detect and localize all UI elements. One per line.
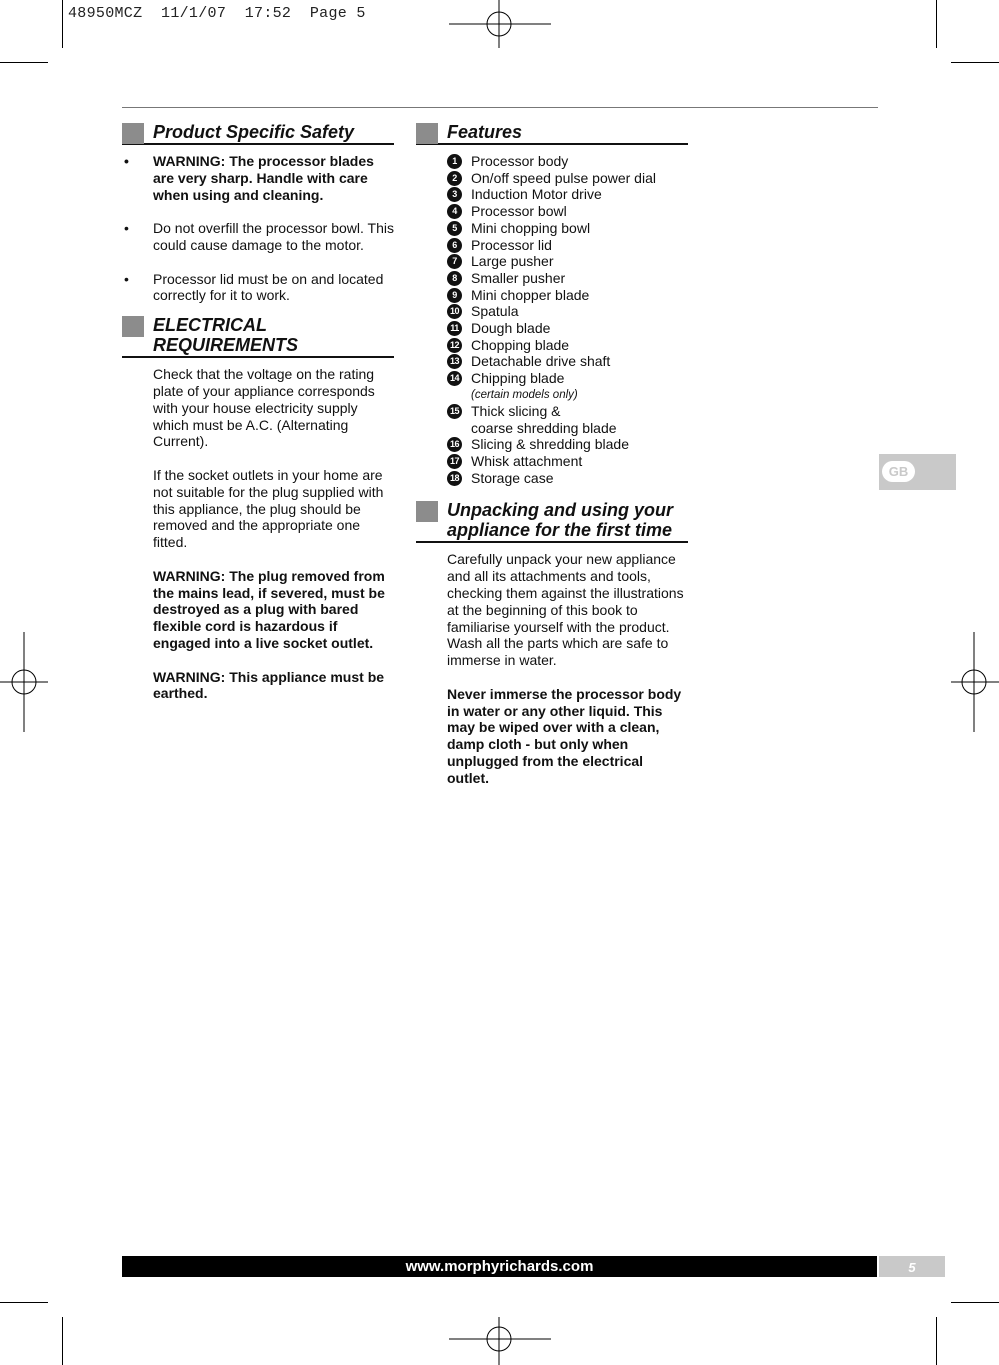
number-badge: 9 (447, 288, 462, 303)
number-badge: 7 (447, 254, 462, 269)
crop-mark (936, 1317, 937, 1365)
registration-mark-left (0, 632, 48, 732)
crop-mark (951, 1302, 999, 1303)
feature-label: Thick slicing & (471, 402, 561, 419)
number-badge: 2 (447, 171, 462, 186)
page-number: 5 (879, 1256, 945, 1277)
feature-label: Smaller pusher (471, 269, 566, 286)
list-item (416, 220, 688, 237)
features-list (416, 153, 688, 486)
feature-label-continued: coarse shredding blade (471, 419, 617, 436)
feature-label: Spatula (471, 303, 519, 320)
electrical-warning: WARNING: This appliance must be earthed. (153, 668, 385, 702)
unpacking-warning: Never immerse the processor body in water or any other liquid. This may be wiped over with a clean, damp cloth - but only when unplugged from the electrical outlet. (447, 685, 682, 786)
list-item (416, 153, 688, 170)
list-item (122, 220, 394, 254)
crop-mark (0, 1302, 48, 1303)
bullet-icon: • (124, 153, 129, 169)
feature-label: Induction Motor drive (471, 186, 602, 203)
left-column (122, 122, 394, 719)
feature-label: Mini chopper blade (471, 286, 590, 303)
safety-item: Processor lid must be on and located correctly for it to work. (153, 270, 384, 304)
list-item (416, 470, 688, 487)
heading-square-icon (122, 123, 144, 144)
list-item (416, 337, 688, 354)
safety-heading (122, 122, 394, 145)
unpacking-title: Unpacking and using your appliance for the first time (447, 500, 674, 541)
safety-list (122, 153, 394, 304)
list-item (416, 170, 688, 187)
unpacking-heading (416, 500, 688, 543)
list-item (416, 270, 688, 287)
list-item (416, 303, 688, 320)
number-badge: 5 (447, 221, 462, 236)
feature-label: Large pusher (471, 253, 554, 270)
heading-square-icon (416, 123, 438, 144)
bullet-icon: • (124, 220, 129, 237)
electrical-paragraph: If the socket outlets in your home are not suitable for the plug supplied with this appliance, the plug should be removed and the appropriate one fitted. (153, 466, 384, 551)
feature-label: Chipping blade (471, 370, 565, 387)
language-tab (879, 454, 956, 490)
registration-mark-bottom (449, 1317, 551, 1365)
safety-title: Product Specific Safety (153, 122, 355, 142)
feature-label: Storage case (471, 469, 554, 486)
list-item (416, 320, 688, 337)
list-item (416, 237, 688, 254)
printer-slug: 48950MCZ 11/1/07 17:52 Page 5 (68, 5, 366, 22)
electrical-warning: WARNING: The plug removed from the mains lead, if severed, must be destroyed as a plug with bared flexible cord is hazardous if engaged into a live socket outlet. (153, 567, 385, 651)
middle-column (416, 122, 688, 803)
heading-square-icon (122, 316, 144, 337)
crop-mark (62, 1317, 63, 1365)
feature-label: Slicing & shredding blade (471, 436, 629, 453)
footer-bar (122, 1256, 877, 1277)
number-badge: 6 (447, 238, 462, 253)
safety-item: Do not overfill the processor bowl. This could cause damage to the motor. (153, 220, 394, 253)
number-badge: 11 (447, 321, 462, 336)
registration-mark-top (449, 0, 551, 48)
feature-label: Processor bowl (471, 203, 567, 220)
number-badge: 15 (447, 404, 462, 419)
number-badge: 14 (447, 371, 462, 386)
list-item (416, 436, 688, 453)
list-item (122, 153, 394, 203)
list-item (416, 253, 688, 270)
registration-mark-right (951, 632, 999, 732)
number-badge: 18 (447, 471, 462, 486)
list-item (416, 203, 688, 220)
crop-mark (0, 62, 48, 63)
feature-label: Processor body (471, 153, 569, 169)
bullet-icon: • (124, 270, 129, 287)
number-badge: 12 (447, 338, 462, 353)
crop-mark (951, 62, 999, 63)
list-item (416, 287, 688, 304)
list-item (416, 370, 688, 403)
number-badge: 17 (447, 454, 462, 469)
feature-label: Whisk attachment (471, 452, 583, 469)
list-item (416, 403, 688, 436)
list-item (416, 453, 688, 470)
safety-item: WARNING: The processor blades are very sharp. Handle with care when using and cleaning. (153, 153, 374, 203)
number-badge: 1 (447, 154, 462, 169)
features-heading (416, 122, 688, 145)
crop-mark (936, 0, 937, 48)
list-item (416, 353, 688, 370)
number-badge: 4 (447, 204, 462, 219)
number-badge: 3 (447, 187, 462, 202)
feature-label: On/off speed pulse power dial (471, 169, 656, 186)
feature-label: Chopping blade (471, 336, 570, 353)
features-title: Features (447, 122, 523, 142)
feature-label: Dough blade (471, 320, 551, 337)
number-badge: 10 (447, 304, 462, 319)
feature-note: (certain models only) (471, 388, 578, 401)
list-item (416, 186, 688, 203)
feature-label: Mini chopping bowl (471, 219, 591, 236)
electrical-paragraph: Check that the voltage on the rating plate of your appliance corresponds with your house electricity supply which must be A.C. (Alternating Current). (153, 366, 375, 450)
language-badge: GB (882, 461, 915, 482)
top-rule (122, 107, 878, 108)
footer-url: www.morphyrichards.com (405, 1258, 594, 1275)
feature-label: Detachable drive shaft (471, 353, 611, 370)
list-item (122, 271, 394, 305)
feature-label: Processor lid (471, 236, 552, 253)
number-badge: 13 (447, 354, 462, 369)
electrical-title: ELECTRICAL REQUIREMENTS (153, 315, 299, 356)
number-badge: 16 (447, 437, 462, 452)
unpacking-paragraph: Carefully unpack your new appliance and all its attachments and tools, checking them against the illustrations at the beginning of this book to familiarise yourself with the product. Wash all the parts which are safe to immerse in water. (447, 551, 684, 669)
heading-square-icon (416, 501, 438, 522)
electrical-heading (122, 315, 394, 358)
crop-mark (62, 0, 63, 48)
number-badge: 8 (447, 271, 462, 286)
